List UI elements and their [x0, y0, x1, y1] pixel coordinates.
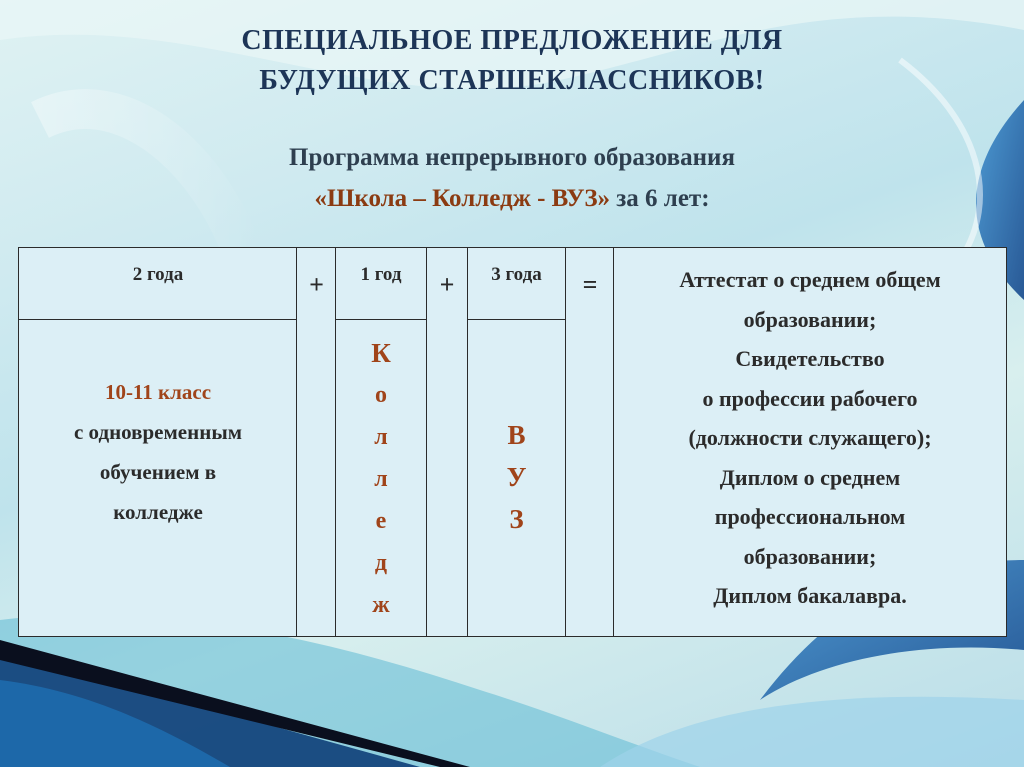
page-title-line1: СПЕЦИАЛЬНОЕ ПРЕДЛОЖЕНИЕ ДЛЯ — [241, 25, 783, 56]
college-letter: е — [375, 508, 387, 534]
college-letter: л — [374, 424, 388, 450]
result-line: образовании; — [743, 543, 877, 569]
result-line: Диплом о среднем — [719, 464, 901, 490]
result-line: Диплом бакалавра. — [713, 583, 907, 608]
result-line: о профессии рабочего — [702, 385, 918, 411]
college-letter: ж — [372, 592, 390, 618]
col3-header: 3 года — [467, 247, 566, 320]
college-letter: К — [371, 338, 391, 368]
plus-operator-2: + — [426, 247, 468, 637]
equals-operator: = — [565, 247, 615, 637]
col1-grade: 10-11 класс — [104, 380, 212, 404]
col2-college-vertical — [335, 319, 427, 637]
subtitle-line2 — [0, 182, 1024, 216]
result-line: Свидетельство — [735, 346, 885, 371]
col1-text-line3: обучением в — [99, 460, 217, 484]
col1-text-line4: колледже — [113, 500, 203, 524]
page-title-line2: БУДУЩИХ СТАРШЕКЛАССНИКОВ! — [259, 65, 765, 96]
result-line: Аттестат о среднем общем — [679, 267, 941, 292]
col1-body — [18, 319, 298, 637]
program-name: «Школа – Колледж - ВУЗ» — [314, 185, 611, 212]
university-letter: У — [506, 462, 527, 492]
result-line: (должности служащего); — [688, 425, 932, 450]
result-documents — [613, 247, 1007, 637]
result-line: профессиональном — [714, 504, 906, 529]
college-letter: д — [374, 550, 388, 576]
col2-header: 1 год — [335, 247, 427, 320]
university-letter: В — [507, 420, 526, 450]
college-letter: л — [374, 466, 388, 492]
result-line: образовании; — [743, 306, 877, 332]
plus-operator-1: + — [296, 247, 337, 637]
college-letter: о — [375, 382, 387, 408]
col3-university-vertical — [467, 319, 566, 637]
subtitle-line1: Программа непрерывного образования — [289, 144, 735, 171]
col1-header: 2 года — [18, 247, 298, 320]
university-letter: З — [509, 504, 524, 534]
col1-text-line2: с одновременным — [73, 420, 243, 444]
program-duration: за 6 лет: — [610, 185, 710, 212]
